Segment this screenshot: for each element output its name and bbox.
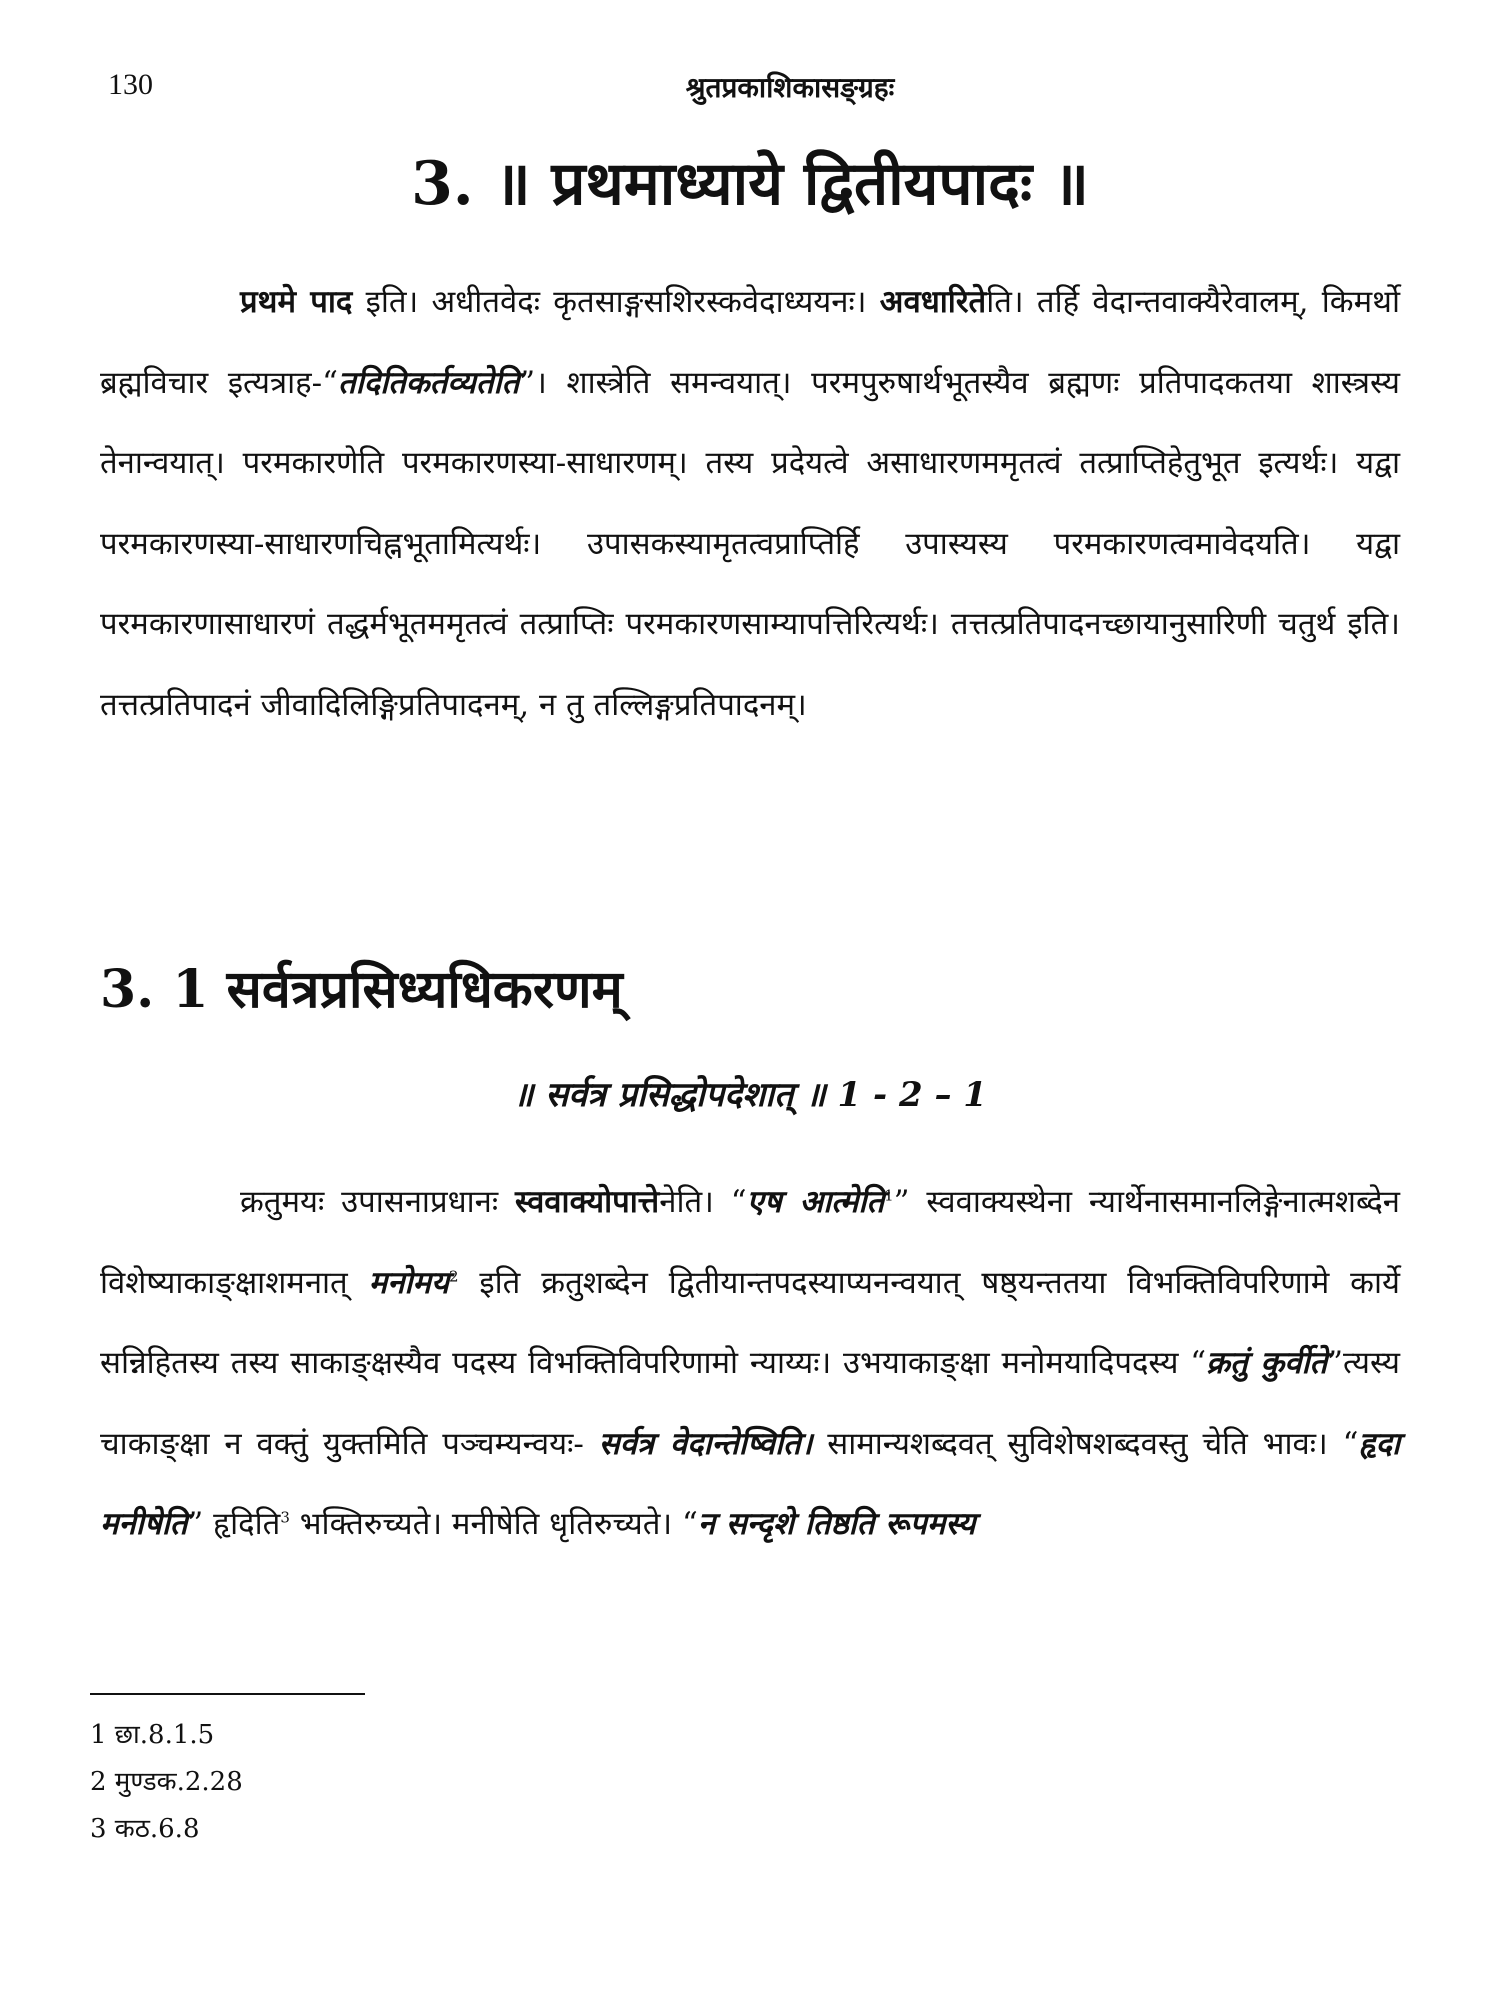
body-quote-4: सर्वत्र वेदान्तेष्विति। <box>598 1425 813 1462</box>
body-text-8: भक्तिरुच्यते। मनीषेति धृतिरुच्यते। “ <box>289 1506 698 1542</box>
footnote-divider <box>90 1693 365 1695</box>
intro-lemma-1: प्रथमे पाद <box>240 284 353 320</box>
body-text-3: ” स्ववाक्यस्थेना न्यार्थेनासमानलिङ्गेनात्मशब्देन विशेष्याकाङ्क्षाशमनात् <box>100 1184 1400 1301</box>
body-text-1: क्रतुमयः उपासनाप्रधानः <box>240 1184 516 1220</box>
body-text-6: सामान्यशब्दवत् सुविशेषशब्दवस्तु चेति भावः। “ <box>812 1425 1359 1462</box>
running-head: श्रुतप्रकाशिकासङ्ग्रहः <box>685 71 895 104</box>
footnote-3: 3 कठ.6.8 <box>90 1814 200 1844</box>
intro-lemma-2: अवधारिते <box>879 284 987 320</box>
body-quote-2: मनोमय <box>368 1264 449 1301</box>
body-text-4: इति क्रतुशब्देन द्वितीयान्तपदस्याप्यनन्वयात् षष्ठ्यन्ततया विभक्तिविपरिणामे कार्ये सन्निहितस्य तस्य साकाङ्क्षस्यैव पदस्य विभक्तिविपरिणामो न्याय्यः। उभयाकाङ्क्षा मनोमयादिपदस्य “ <box>100 1264 1400 1381</box>
intro-text-2: ति। तर्हि वेदान्तवाक्यैरेवालम्, किमर्थो ब्रह्मविचार इत्यत्राह-“ <box>100 284 1400 401</box>
intro-paragraph <box>100 262 1400 745</box>
intro-text-1: इति। अधीतवेदः कृतसाङ्गसशिरस्कवेदाध्ययनः। <box>352 284 880 320</box>
body-quote-5: हृदा मनीषेति <box>100 1425 1400 1542</box>
body-quote-3: क्रतुं कुर्वीते <box>1206 1345 1328 1381</box>
footnote-1: 1 छा.8.1.5 <box>90 1720 215 1750</box>
body-quote-1: एष आत्मेति <box>746 1184 885 1220</box>
intro-text-3: ”। शास्त्रेति समन्वयात्। परमपुरुषार्थभूतस्यैव ब्रह्मणः प्रतिपादकतया शास्त्रस्य तेनान्वयात्। परमकारणेति परमकारणस्या-साधारणम्। तस्य प्रदेयत्वे असाधारणममृतत्वं तत्प्राप्तिहेतुभूत इत्यर्थः। यद्वा परमकारणस्या-साधारणचिह्नभूतामित्यर्थः। उपासकस्यामृतत्वप्राप्तिर्हि उपास्यस्य परमकारणत्वमावेदयति। यद्वा परमकारणासाधारणं तद्धर्मभूतममृतत्वं तत्प्राप्तिः परमकारणसाम्यापत्तिरित्यर्थः। तत्तत्प्रतिपादनच्छायानुसारिणी चतुर्थ इति। तत्तत्प्रतिपादनं जीवादिलिङ्गिप्रतिपादनम्, न तु तल्लिङ्गप्रतिपादनम्। <box>100 364 1400 723</box>
page-number: 130 <box>108 68 153 101</box>
body-quote-6: न सन्दृशे तिष्ठति रूपमस्य <box>697 1506 976 1542</box>
body-text-7: ” हृदिति <box>187 1506 281 1542</box>
intro-quote-1: तदितिकर्तव्यतेति <box>337 364 520 401</box>
body-lemma-1: स्ववाक्योपात्ते <box>515 1184 660 1220</box>
footnotes <box>90 1712 243 1853</box>
sutra-heading: ॥ सर्वत्र प्रसिद्धोपदेशात् ॥ 1 - 2 – 1 <box>513 1075 987 1115</box>
chapter-title: 3. ॥ प्रथमाध्याये द्वितीयपादः ॥ <box>411 149 1089 219</box>
footnote-ref-1: 1 <box>884 1186 894 1205</box>
body-text-2: नेति। “ <box>659 1184 747 1220</box>
footnote-ref-3: 3 <box>280 1508 290 1527</box>
body-text-5: ”त्यस्य चाकाङ्क्षा न वक्तुं युक्तमिति पञ्चम्यन्वयः- <box>100 1345 1400 1462</box>
commentary-paragraph <box>100 1162 1400 1565</box>
footnote-ref-2: 2 <box>448 1267 459 1286</box>
footnote-2: 2 मुण्डक.2.28 <box>90 1767 243 1797</box>
section-title: 3. 1 सर्वत्रप्रसिध्यधिकरणम् <box>100 959 623 1020</box>
